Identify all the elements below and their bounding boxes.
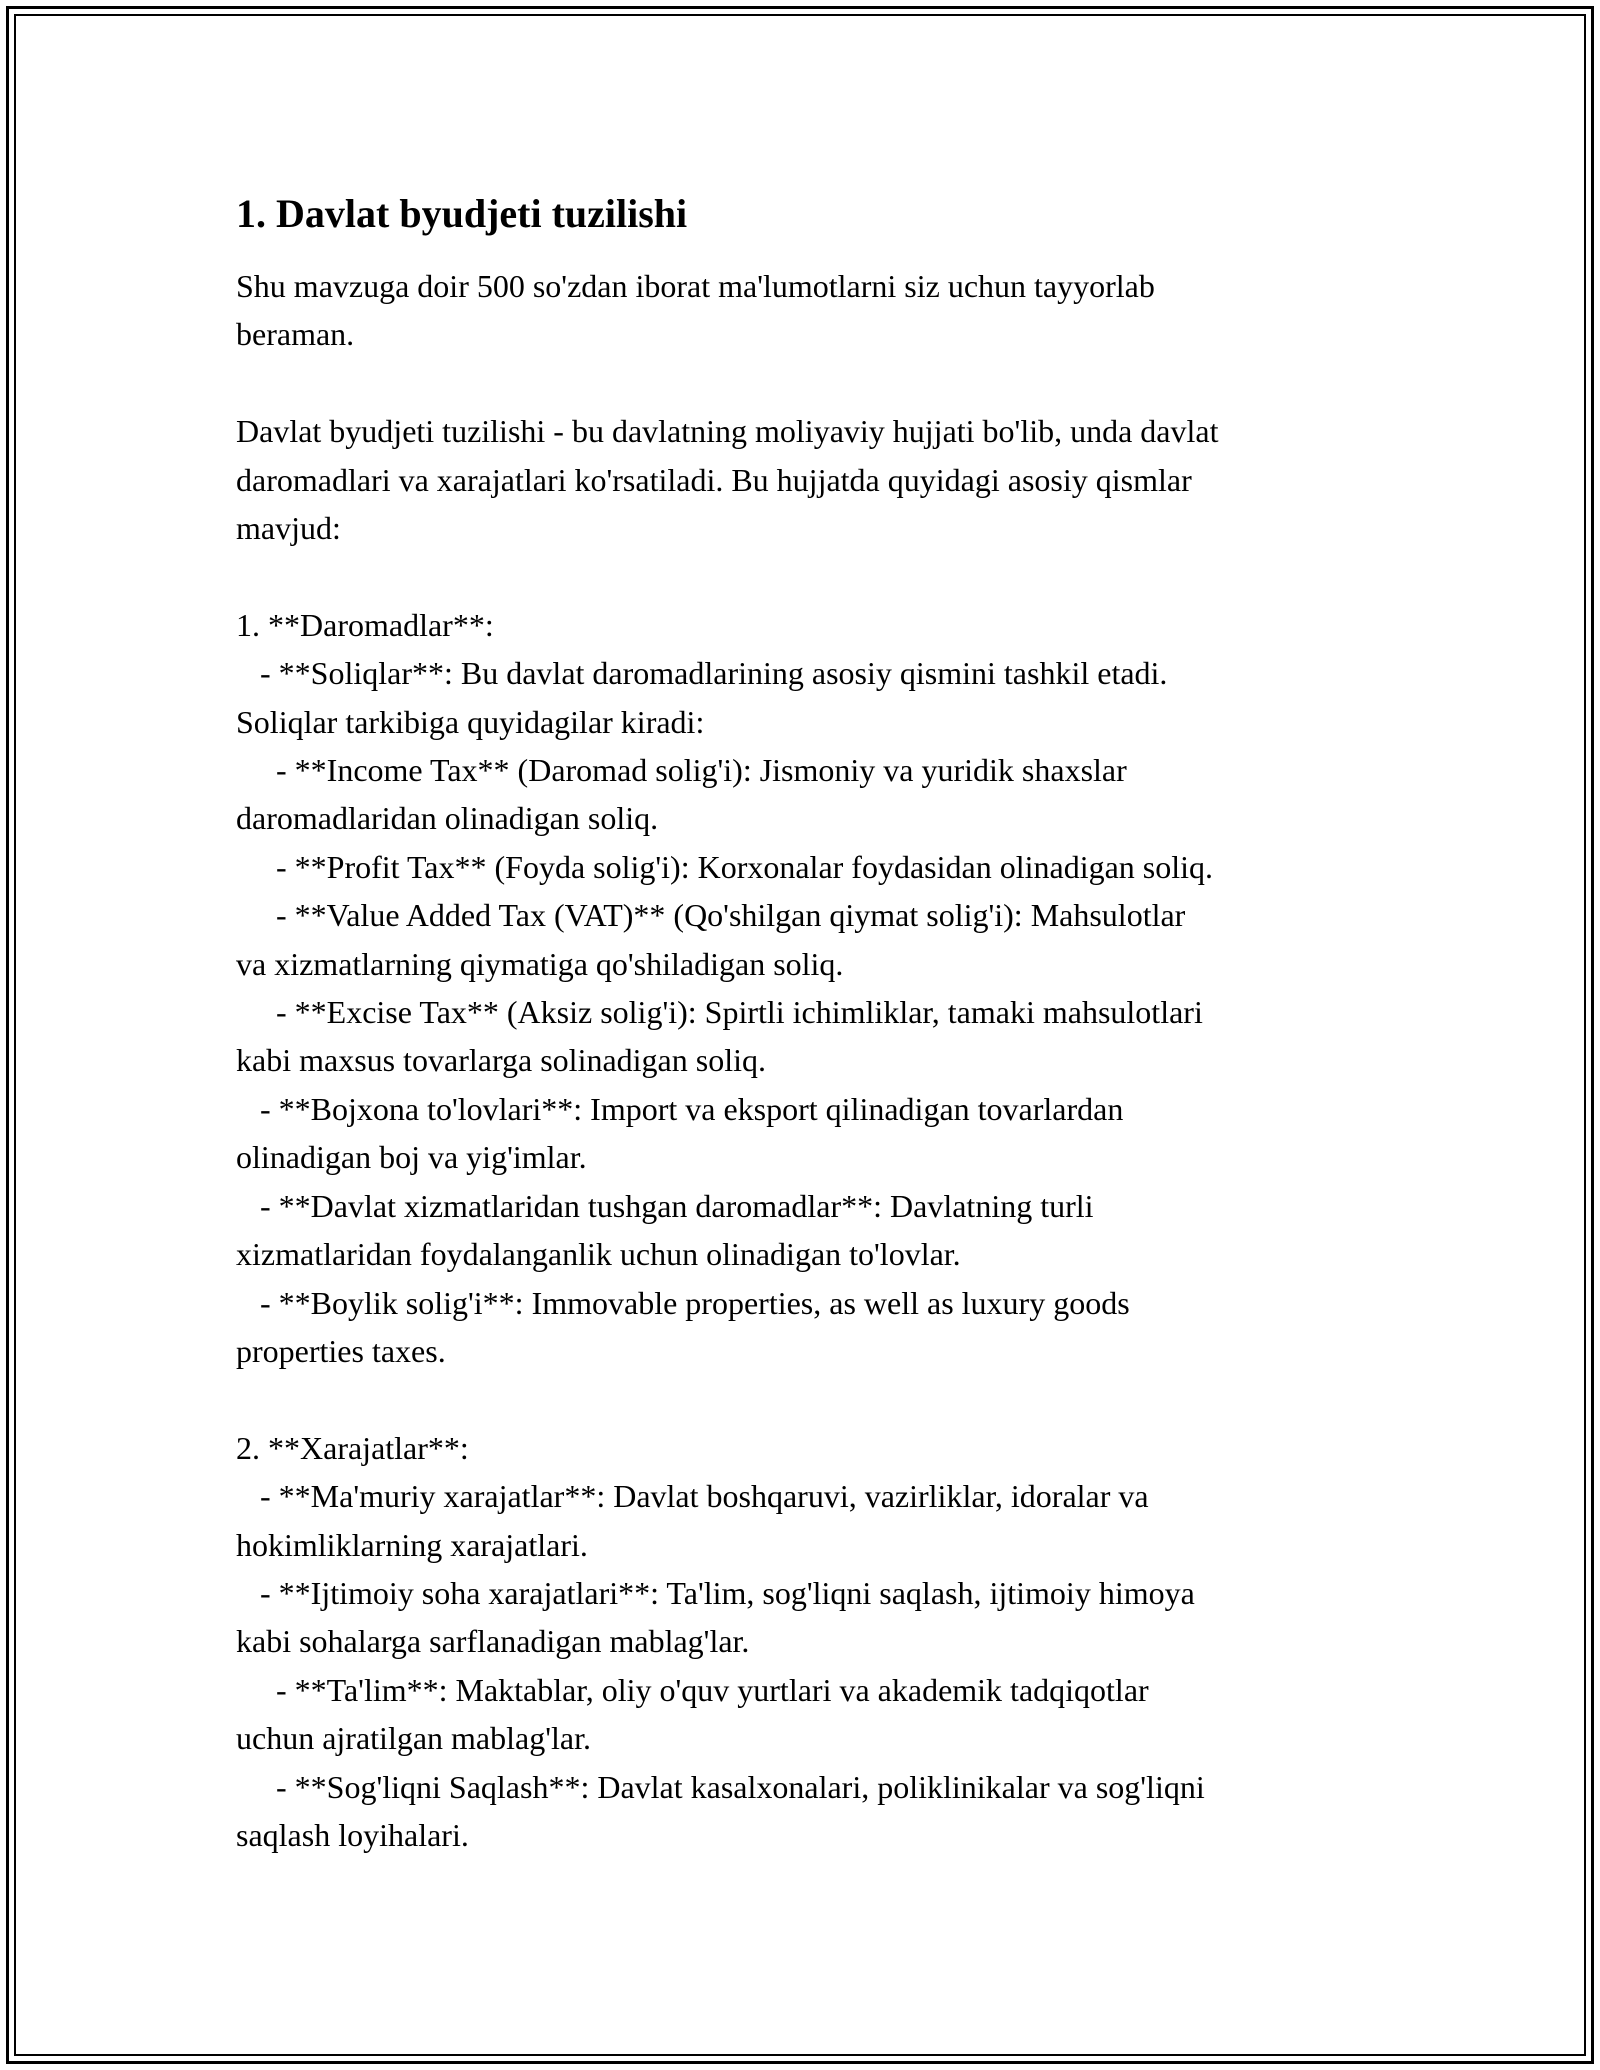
document-page <box>236 186 1396 1859</box>
text-line: hokimliklarning xarajatlari. <box>236 1526 588 1563</box>
text-line: properties taxes. <box>236 1332 446 1369</box>
text-line: Davlat byudjeti tuzilishi - bu davlatning moliyaviy hujjati bo'lib, unda davlat <box>236 413 1219 450</box>
text-line: daromadlaridan olinadigan soliq. <box>236 800 659 837</box>
paragraph-gap <box>236 1375 1396 1423</box>
text-line: va xizmatlarning qiymatiga qo'shiladigan soliq. <box>236 945 844 982</box>
text-line: - **Ijtimoiy soha xarajatlari**: Ta'lim, sog'liqni saqlash, ijtimoiy himoya <box>236 1574 1195 1611</box>
text-line: - **Soliqlar**: Bu davlat daromadlarining asosiy qismini tashkil etadi. <box>236 655 1168 692</box>
text-line: 2. **Xarajatlar**: <box>236 1429 469 1466</box>
paragraph-gap <box>236 359 1396 407</box>
paragraph-gap <box>236 552 1396 600</box>
document-title: 1. Davlat byudjeti tuzilishi <box>236 191 688 236</box>
text-line: - **Ta'lim**: Maktablar, oliy o'quv yurtlari va akademik tadqiqotlar <box>236 1671 1149 1708</box>
text-line: - **Sog'liqni Saqlash**: Davlat kasalxonalari, poliklinikalar va sog'liqni <box>236 1768 1205 1805</box>
text-line: - **Excise Tax** (Aksiz solig'i): Spirtli ichimliklar, tamaki mahsulotlari <box>236 994 1203 1031</box>
text-line: beraman. <box>236 316 355 353</box>
text-line: - **Ma'muriy xarajatlar**: Davlat boshqaruvi, vazirliklar, idoralar va <box>236 1478 1149 1515</box>
text-line: saqlash loyihalari. <box>236 1816 469 1853</box>
text-line: - **Bojxona to'lovlari**: Import va eksport qilinadigan tovarlardan <box>236 1090 1124 1127</box>
text-line: Shu mavzuga doir 500 so'zdan iborat ma'lumotlarni siz uchun tayyorlab <box>236 268 1155 304</box>
text-line: - **Income Tax** (Daromad solig'i): Jismoniy va yuridik shaxslar <box>236 752 1127 789</box>
text-line: - **Davlat xizmatlaridan tushgan daromadlar**: Davlatning turli <box>236 1187 1094 1224</box>
document-body <box>236 262 1396 1859</box>
text-line: 1. **Daromadlar**: <box>236 606 494 643</box>
text-line: - **Boylik solig'i**: Immovable properties, as well as luxury goods <box>236 1284 1130 1321</box>
text-line: kabi maxsus tovarlarga solinadigan soliq. <box>236 1042 766 1079</box>
text-line: olinadigan boj va yig'imlar. <box>236 1139 587 1176</box>
text-line: Soliqlar tarkibiga quyidagilar kiradi: <box>236 703 705 740</box>
text-line: kabi sohalarga sarflanadigan mablag'lar. <box>236 1623 750 1660</box>
text-line: xizmatlaridan foydalanganlik uchun olinadigan to'lovlar. <box>236 1236 961 1273</box>
text-line: mavjud: <box>236 510 341 547</box>
text-line: - **Profit Tax** (Foyda solig'i): Korxonalar foydasidan olinadigan soliq. <box>236 848 1214 885</box>
text-line: uchun ajratilgan mablag'lar. <box>236 1720 591 1757</box>
text-line: - **Value Added Tax (VAT)** (Qo'shilgan qiymat solig'i): Mahsulotlar <box>236 897 1186 934</box>
text-line: daromadlari va xarajatlari ko'rsatiladi. Bu hujjatda quyidagi asosiy qismlar <box>236 461 1192 498</box>
